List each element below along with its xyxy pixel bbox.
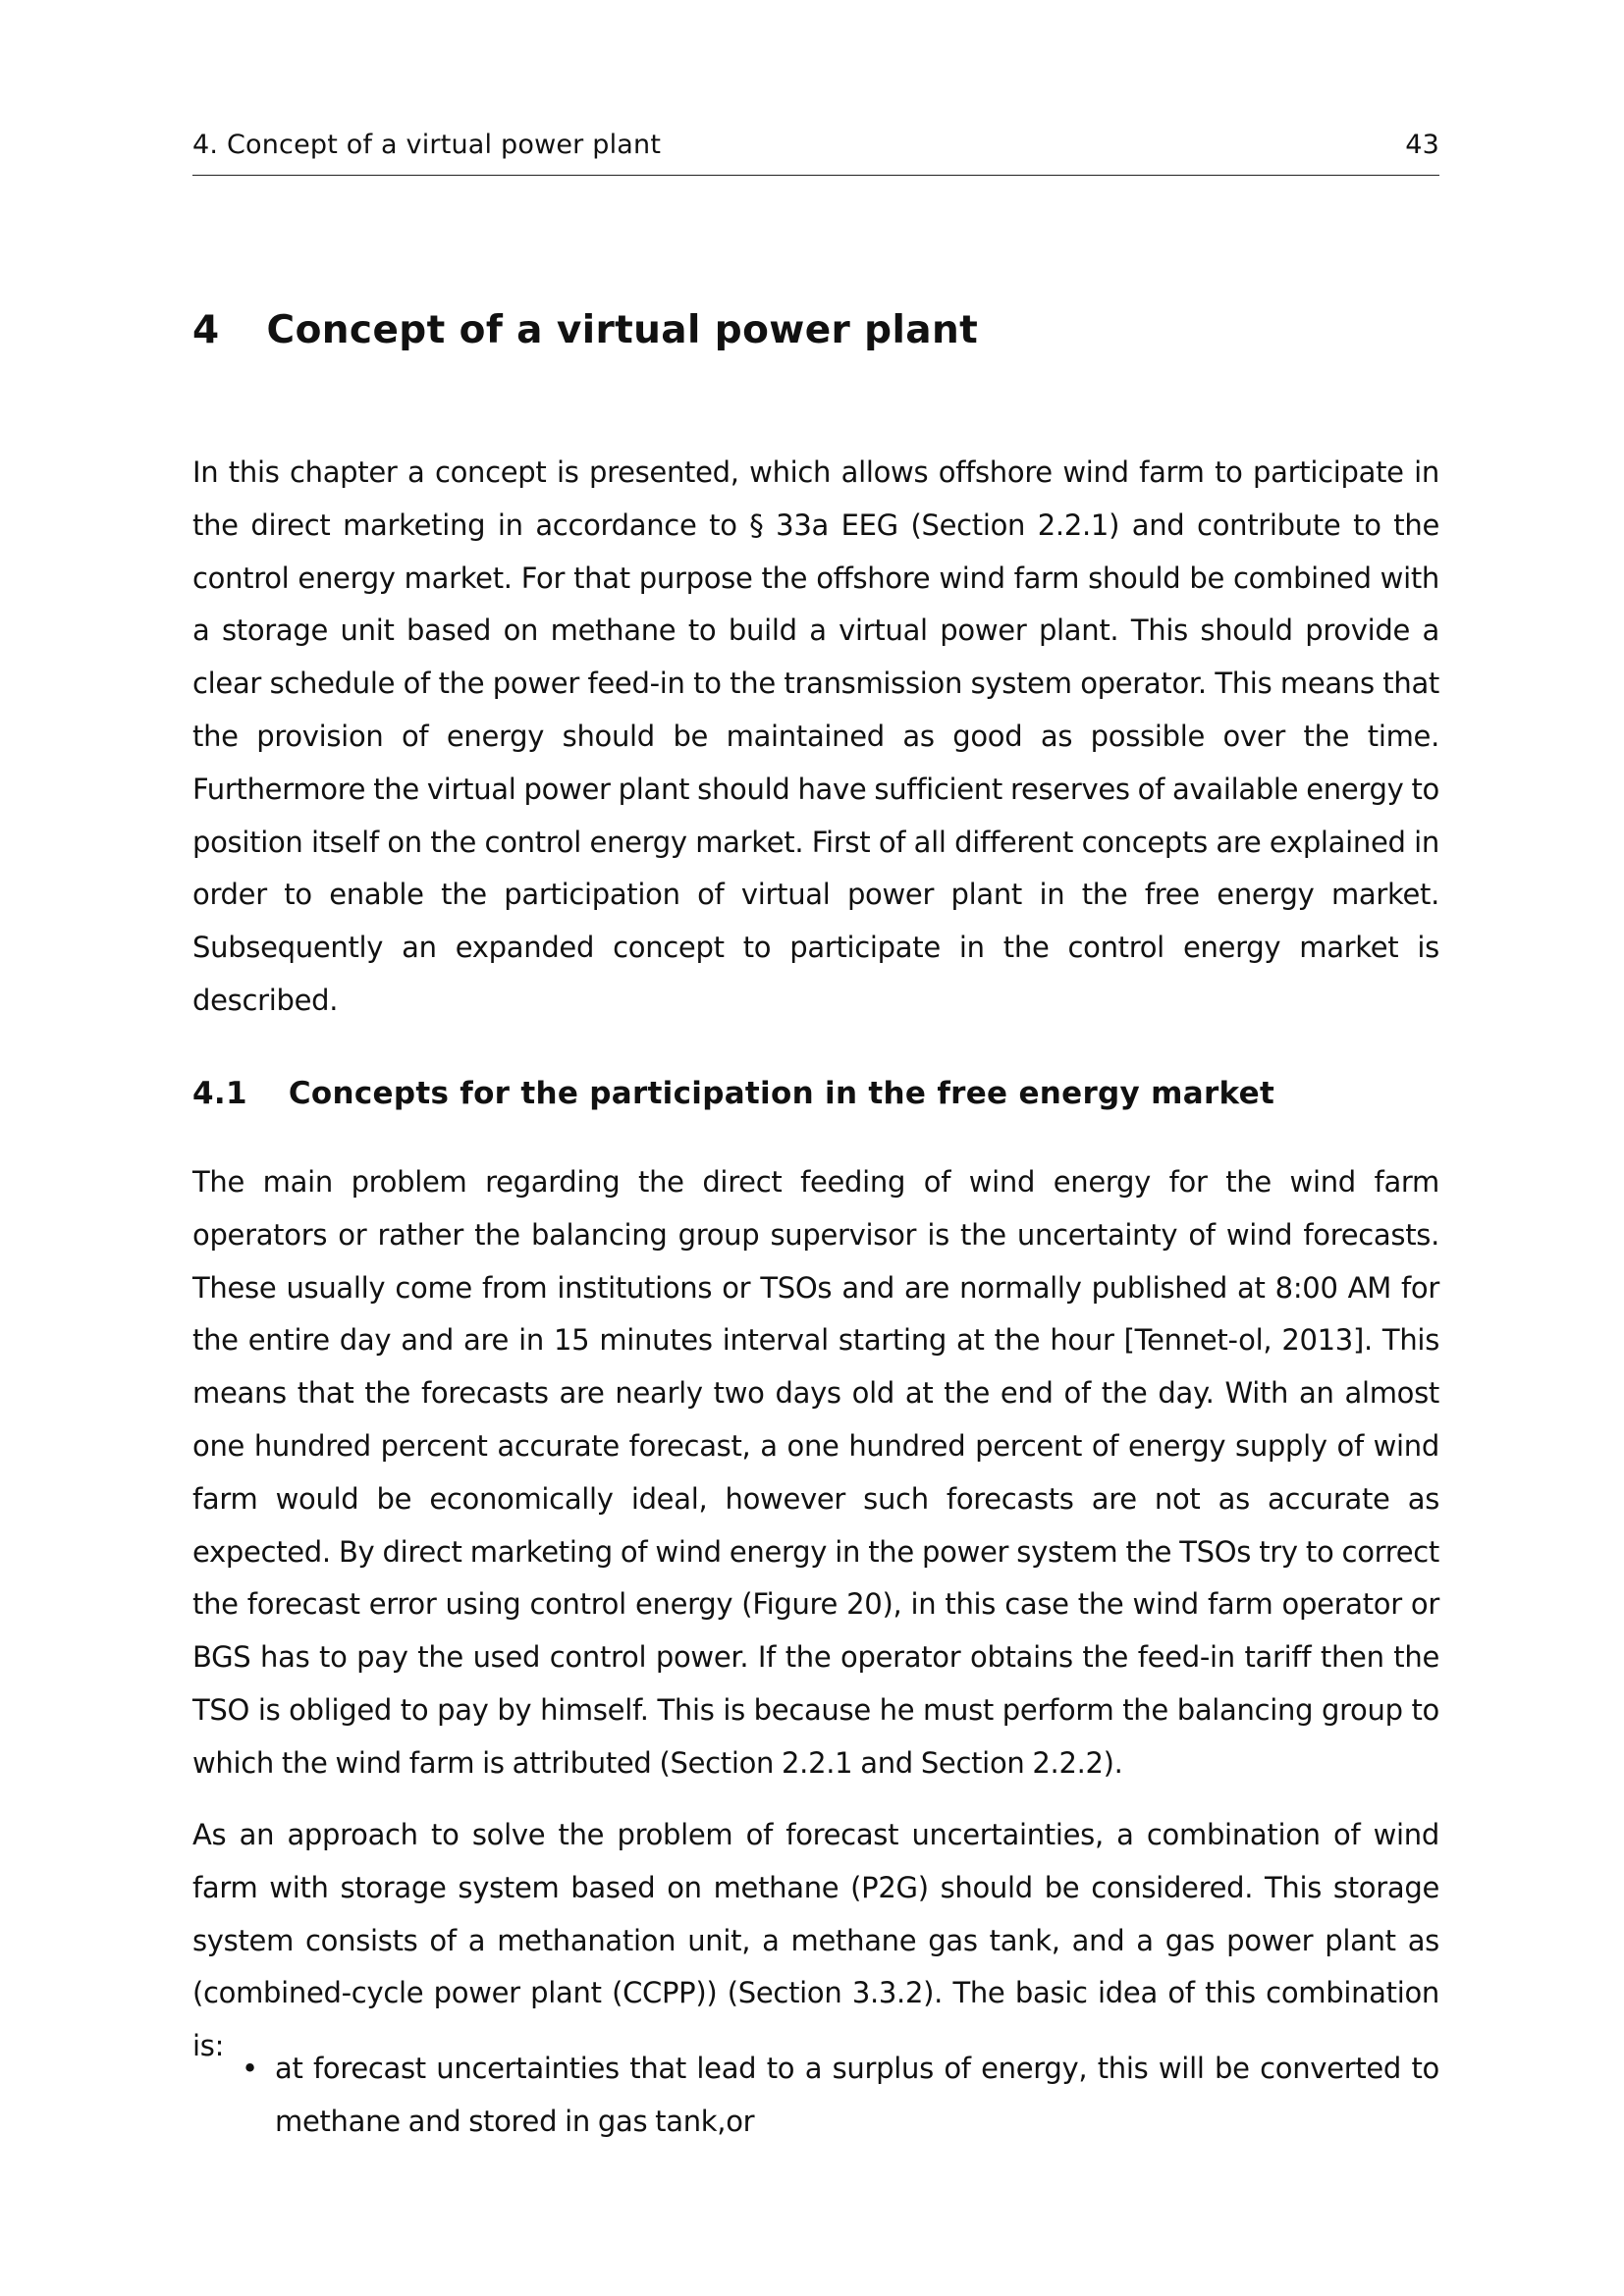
chapter-heading xyxy=(192,308,978,352)
bullet-text: at forecast uncertainties that lead to a surplus of energy, this will be converted to methane and stored in gas tank,or xyxy=(275,2052,1439,2138)
bullet-list xyxy=(192,2043,1439,2149)
document-page xyxy=(192,0,1439,2296)
section-paragraph-1: The main problem regarding the direct feeding of wind energy for the wind farm operators or rather the balancing group supervisor is the uncertainty of wind forecasts. These usually come from institutions or TSOs and are normally published at 8:00 AM for the entire day and are in 15 minutes interval starting at the hour [Tennet-ol, 2013]. This means that the forecasts are nearly two days old at the end of the day. With an almost one hundred percent accurate forecast, a one hundred percent of energy supply of wind farm would be economically ideal, however such forecasts are not as accurate as expected. By direct marketing of wind energy in the power system the TSOs try to correct the forecast error using control energy (Figure 20), in this case the wind farm operator or BGS has to pay the used control power. If the operator obtains the feed-in tariff then the TSO is obliged to pay by himself. This is because he must perform the balancing group to which the wind farm is attributed (Section 2.2.1 and Section 2.2.2). xyxy=(192,1165,1439,1780)
chapter-title: Concept of a virtual power plant xyxy=(266,308,979,352)
section-title: Concepts for the participation in the free energy market xyxy=(288,1076,1275,1111)
chapter-number: 4 xyxy=(192,308,220,352)
running-header xyxy=(192,130,1439,176)
page-number: 43 xyxy=(1405,130,1439,160)
section-heading xyxy=(192,1076,1274,1111)
section-number: 4.1 xyxy=(192,1076,247,1111)
running-title: 4. Concept of a virtual power plant xyxy=(192,130,662,160)
section-paragraph-2: As an approach to solve the problem of forecast uncertainties, a combination of wind farm with storage system based on methane (P2G) should be considered. This storage system consists of a methanation unit, a methane gas tank, and a gas power plant as (combined-cycle power plant (CCPP)) (Section 3.3.2). The basic idea of this combination is: xyxy=(192,1818,1439,2063)
intro-paragraph: In this chapter a concept is presented, which allows offshore wind farm to participate in the direct marketing in accordance to § 33a EEG (Section 2.2.1) and contribute to the control energy market. For that purpose the offshore wind farm should be combined with a storage unit based on methane to build a virtual power plant. This should provide a clear schedule of the power feed-in to the transmission system operator. This means that the provision of energy should be maintained as good as possible over the time. Furthermore the virtual power plant should have sufficient reserves of available energy to position itself on the control energy market. First of all different concepts are explained in order to enable the participation of virtual power plant in the free energy market. Subsequently an expanded concept to participate in the control energy market is described. xyxy=(192,455,1439,1017)
list-item xyxy=(192,2043,1439,2149)
bullet-icon: • xyxy=(242,2052,258,2085)
